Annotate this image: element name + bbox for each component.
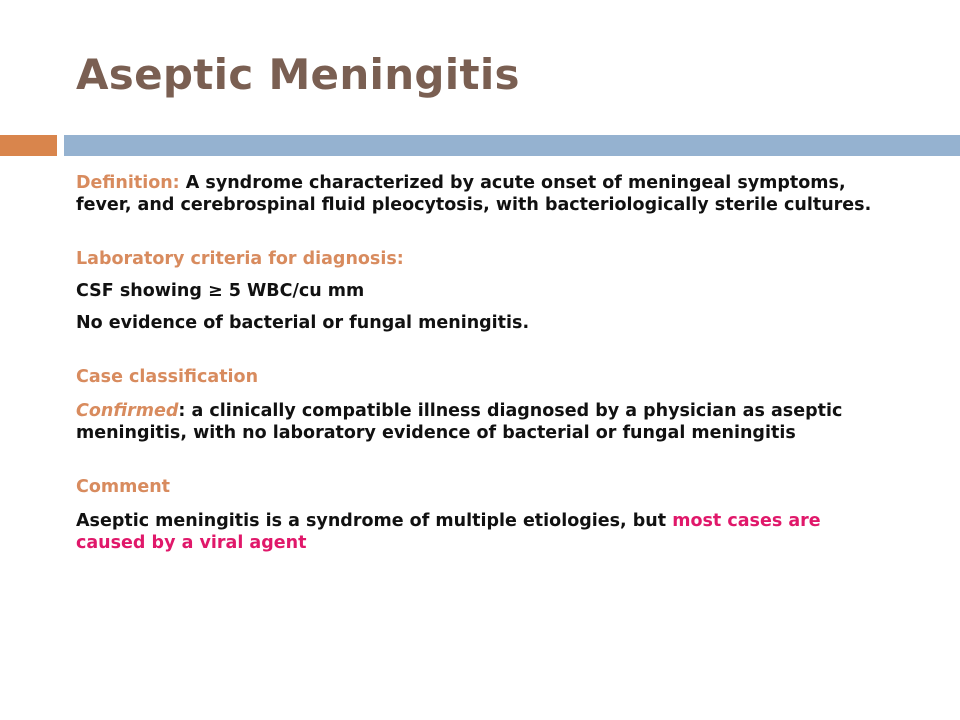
comment-heading: Comment xyxy=(76,477,171,497)
comment-highlight: most cases are caused by a viral agent xyxy=(76,511,821,553)
comment-paragraph xyxy=(76,510,896,554)
case-classification-heading: Case classification xyxy=(76,367,259,387)
slide-title: Aseptic Meningitis xyxy=(76,50,520,99)
definition-text: A syndrome characterized by acute onset of meningeal symptoms, fever, and cerebrospinal fluid pleocytosis, with bacteriologically sterile cultures. xyxy=(76,173,872,215)
confirmed-paragraph xyxy=(76,400,896,444)
comment-text: Aseptic meningitis is a syndrome of multiple etiologies, but xyxy=(76,511,673,531)
confirmed-label: Confirmed xyxy=(76,401,179,421)
definition-label: Definition: xyxy=(76,173,180,193)
lab-criteria-item: No evidence of bacterial or fungal meningitis. xyxy=(76,313,530,333)
title-underline-bar xyxy=(64,135,960,156)
title-accent-bar xyxy=(0,135,57,156)
lab-criteria-item: CSF showing ≥ 5 WBC/cu mm xyxy=(76,281,365,301)
slide-content xyxy=(76,172,896,554)
lab-criteria-heading: Laboratory criteria for diagnosis: xyxy=(76,249,404,269)
confirmed-text: : a clinically compatible illness diagnosed by a physician as aseptic meningitis, with no laboratory evidence of bacterial or fungal meningitis xyxy=(76,401,843,443)
definition-paragraph xyxy=(76,172,896,216)
